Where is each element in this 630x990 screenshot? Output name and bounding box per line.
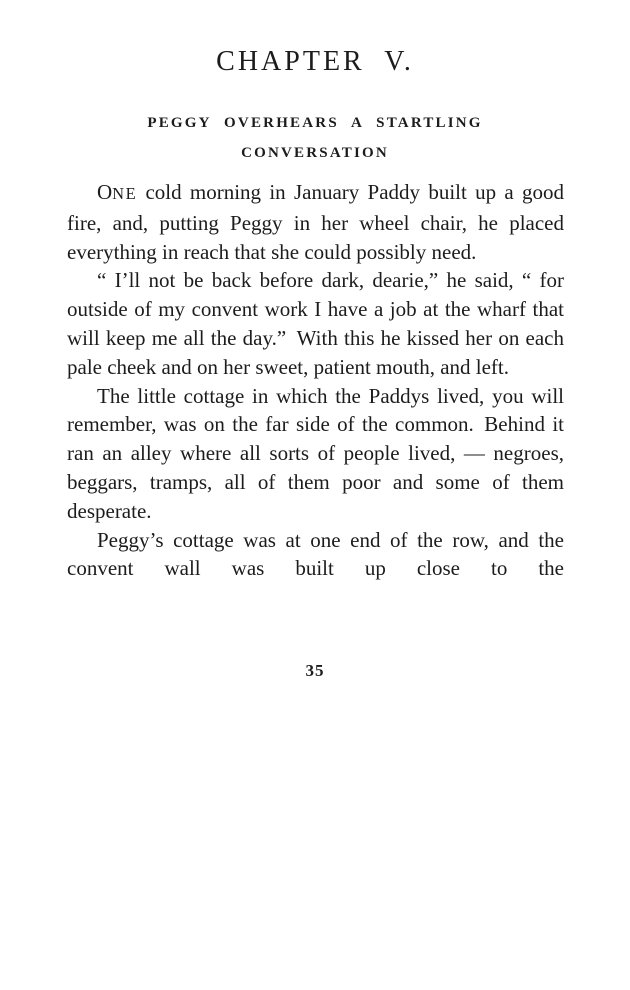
paragraph-2: “ I’ll not be back before dark, dearie,” he said, “ for outside of my convent work I have a job at the wharf that will keep me all the day.” With this he kissed her on each pale cheek and on her sweet, patient mouth, and left. [67,268,564,379]
subtitle-line-1: PEGGY OVERHEARS A STARTLING [147,115,483,131]
page-number: 35 [305,661,325,680]
paragraph-1-text: cold morning in January Paddy built up a good fire, and, putting Peggy in her wheel chair, he placed everything in reach that she could possibly need. [67,180,564,264]
paragraph-1-lead-small-caps: NE [112,184,138,203]
paragraph-1-lead-capital: O [97,180,113,204]
paragraph-3: The little cottage in which the Paddys lived, you will remember, was on the far side of the common. Behind it ran an alley where all sorts of people lived, — negroes, beggars, tramps, all of them poor and some of them desperate. [67,383,564,523]
paragraph-1 [67,178,564,266]
subtitle-line-2: CONVERSATION [241,145,389,161]
body-text [67,178,564,583]
paragraph-4: Peggy’s cottage was at one end of the row, and the convent wall was built up close to the [67,527,564,581]
chapter-heading: CHAPTER V. [216,46,414,77]
chapter-subtitle [0,108,630,168]
